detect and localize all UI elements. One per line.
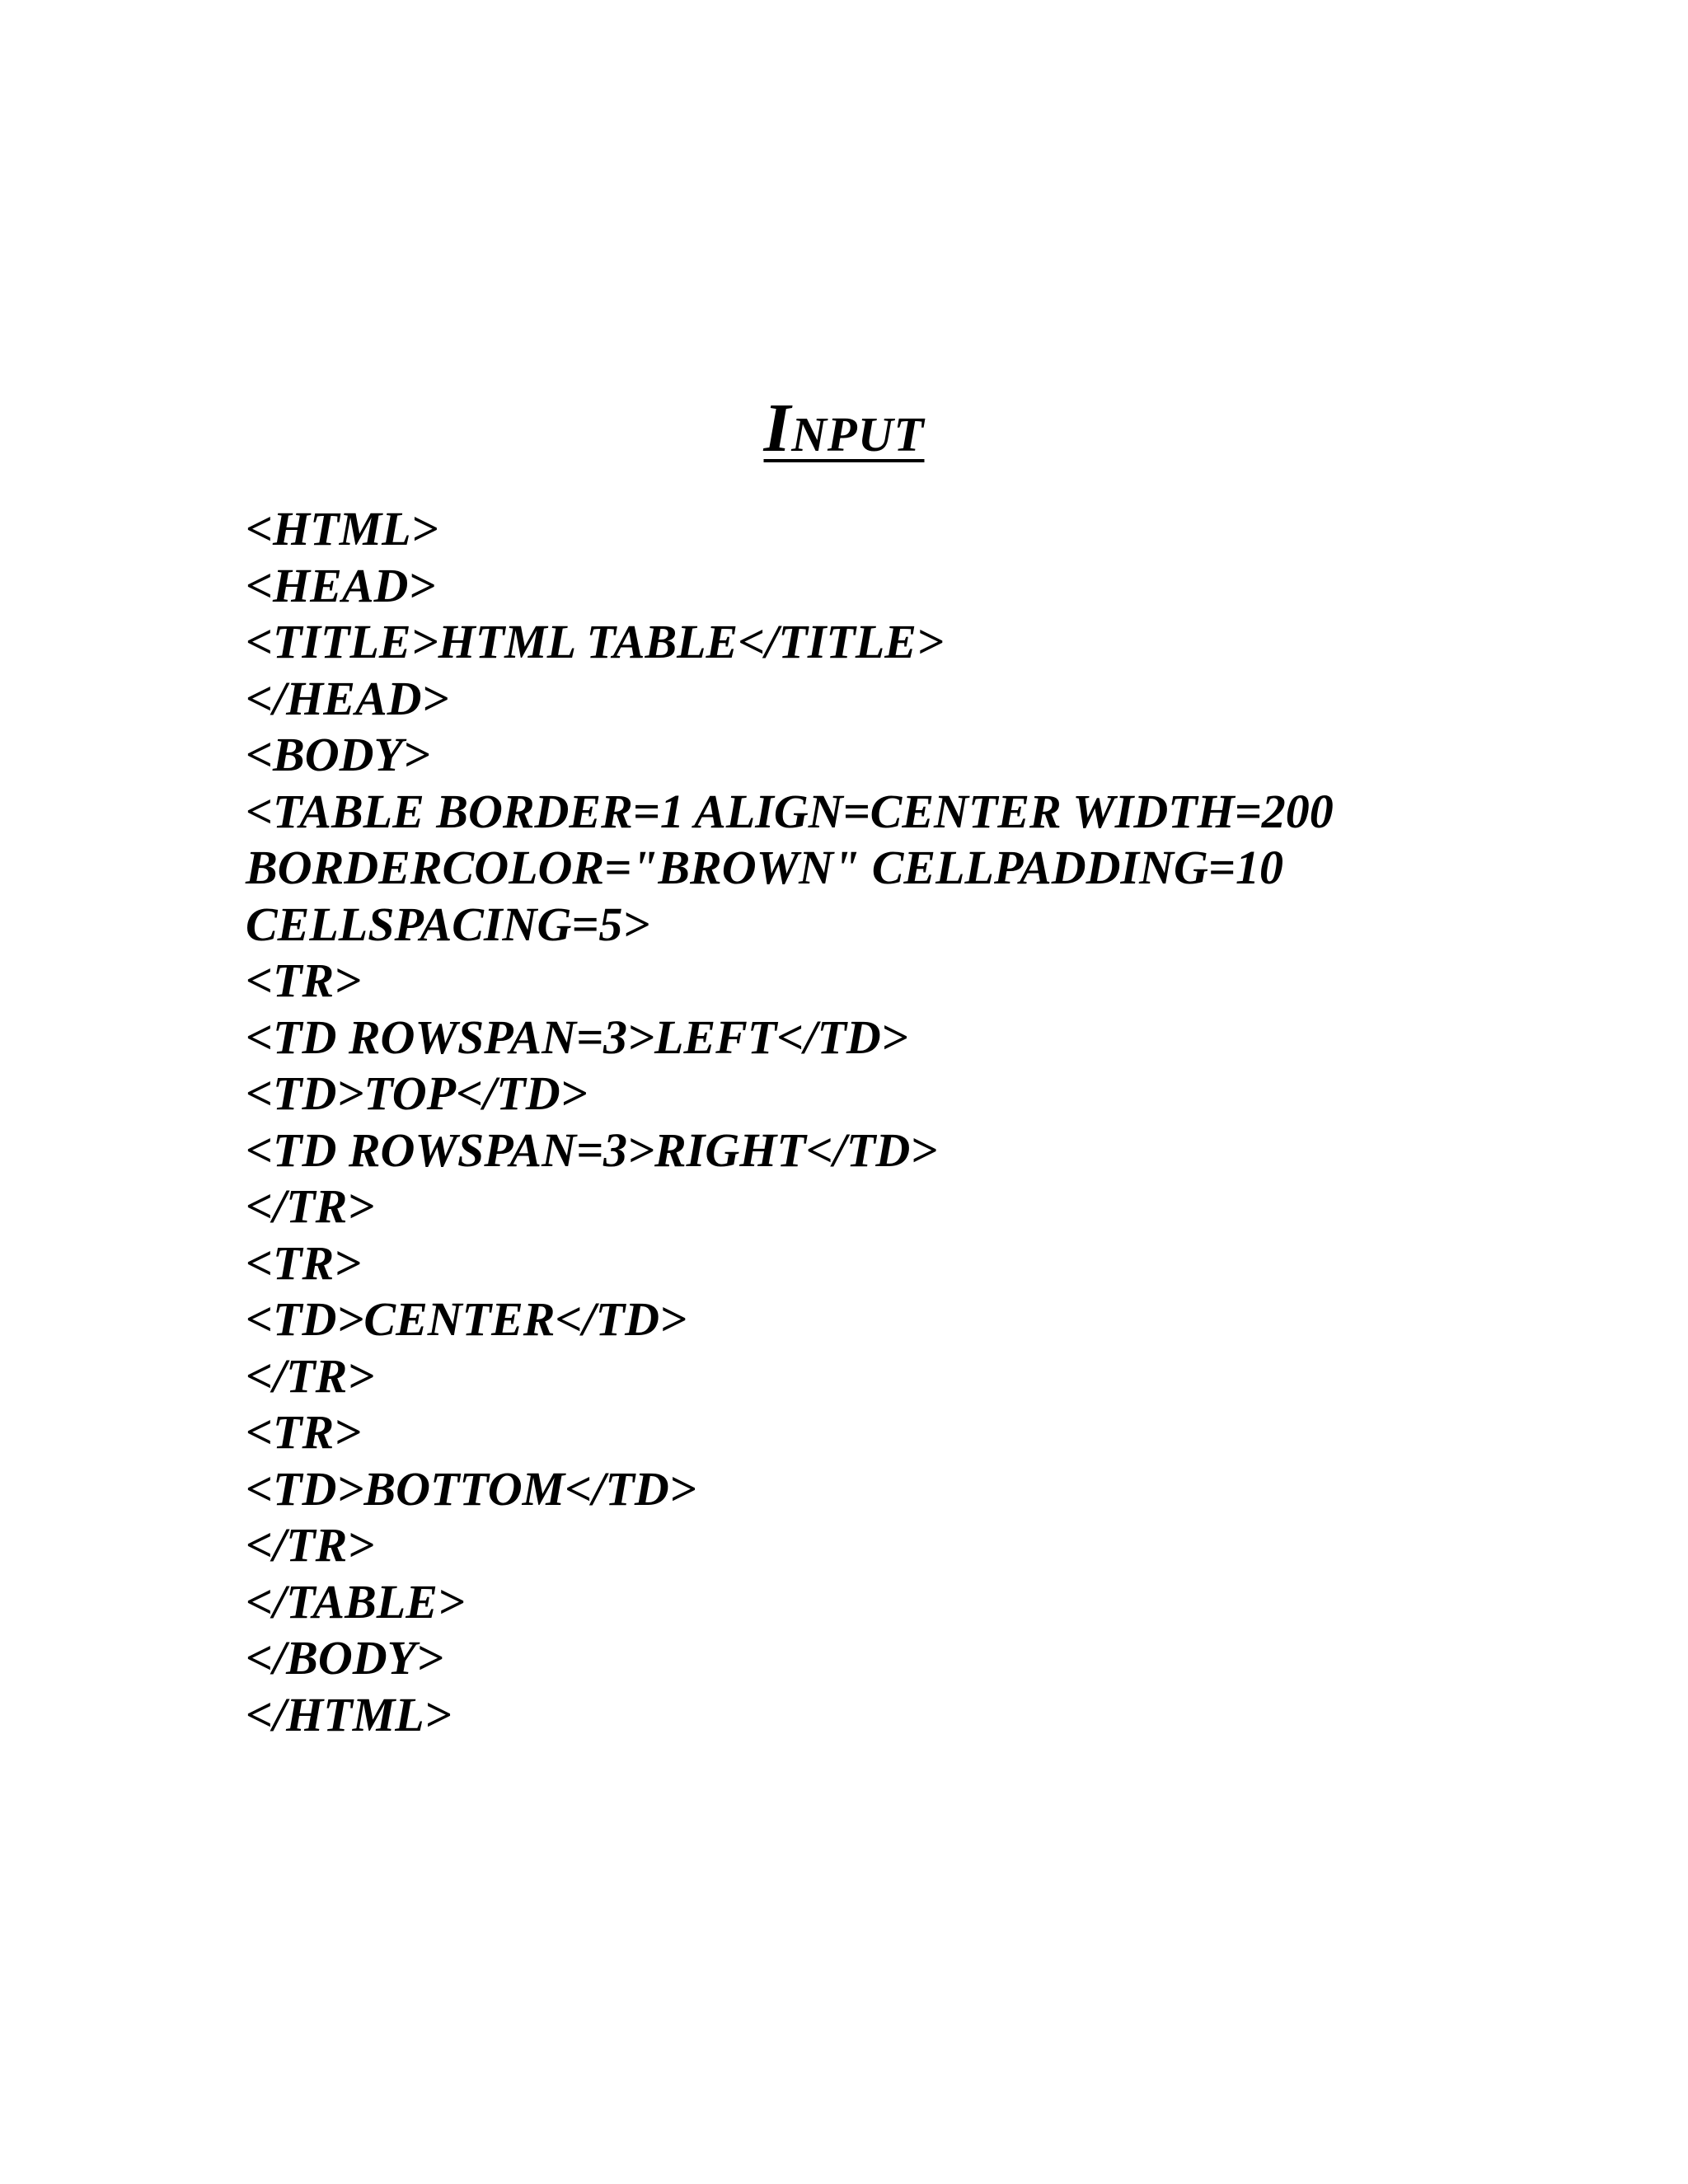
code-line: <TD ROWSPAN=3>RIGHT</TD> [246, 1122, 938, 1177]
code-line: <TD ROWSPAN=3>LEFT</TD> [246, 1010, 908, 1064]
page-heading: Input [763, 390, 925, 466]
code-line: <TR> [246, 1405, 362, 1459]
code-line: <TD>CENTER</TD> [246, 1292, 687, 1346]
code-line: </HEAD> [246, 671, 449, 725]
code-line: <TR> [246, 1235, 362, 1290]
code-listing [246, 501, 1334, 1743]
code-line: </TABLE> [246, 1574, 465, 1629]
code-line: <BODY> [246, 728, 430, 781]
code-line: <HTML> [246, 502, 438, 555]
code-line: <TD>TOP</TD> [246, 1066, 588, 1120]
code-line: <TD>BOTTOM</TD> [246, 1461, 696, 1516]
code-line: <TABLE BORDER=1 ALIGN=CENTER WIDTH=200 [246, 784, 1334, 838]
code-line: </TR> [246, 1348, 375, 1403]
code-line: </TR> [246, 1518, 375, 1572]
code-line: CELLSPACING=5> [246, 897, 650, 951]
code-line: <HEAD> [246, 558, 436, 612]
code-line: BORDERCOLOR="BROWN" CELLPADDING=10 [246, 841, 1283, 894]
code-line: </TR> [246, 1179, 375, 1233]
code-line: </BODY> [246, 1631, 444, 1685]
code-line: <TR> [246, 954, 362, 1007]
code-line: </HTML> [246, 1687, 452, 1741]
code-line: <TITLE>HTML TABLE</TITLE> [246, 615, 945, 668]
